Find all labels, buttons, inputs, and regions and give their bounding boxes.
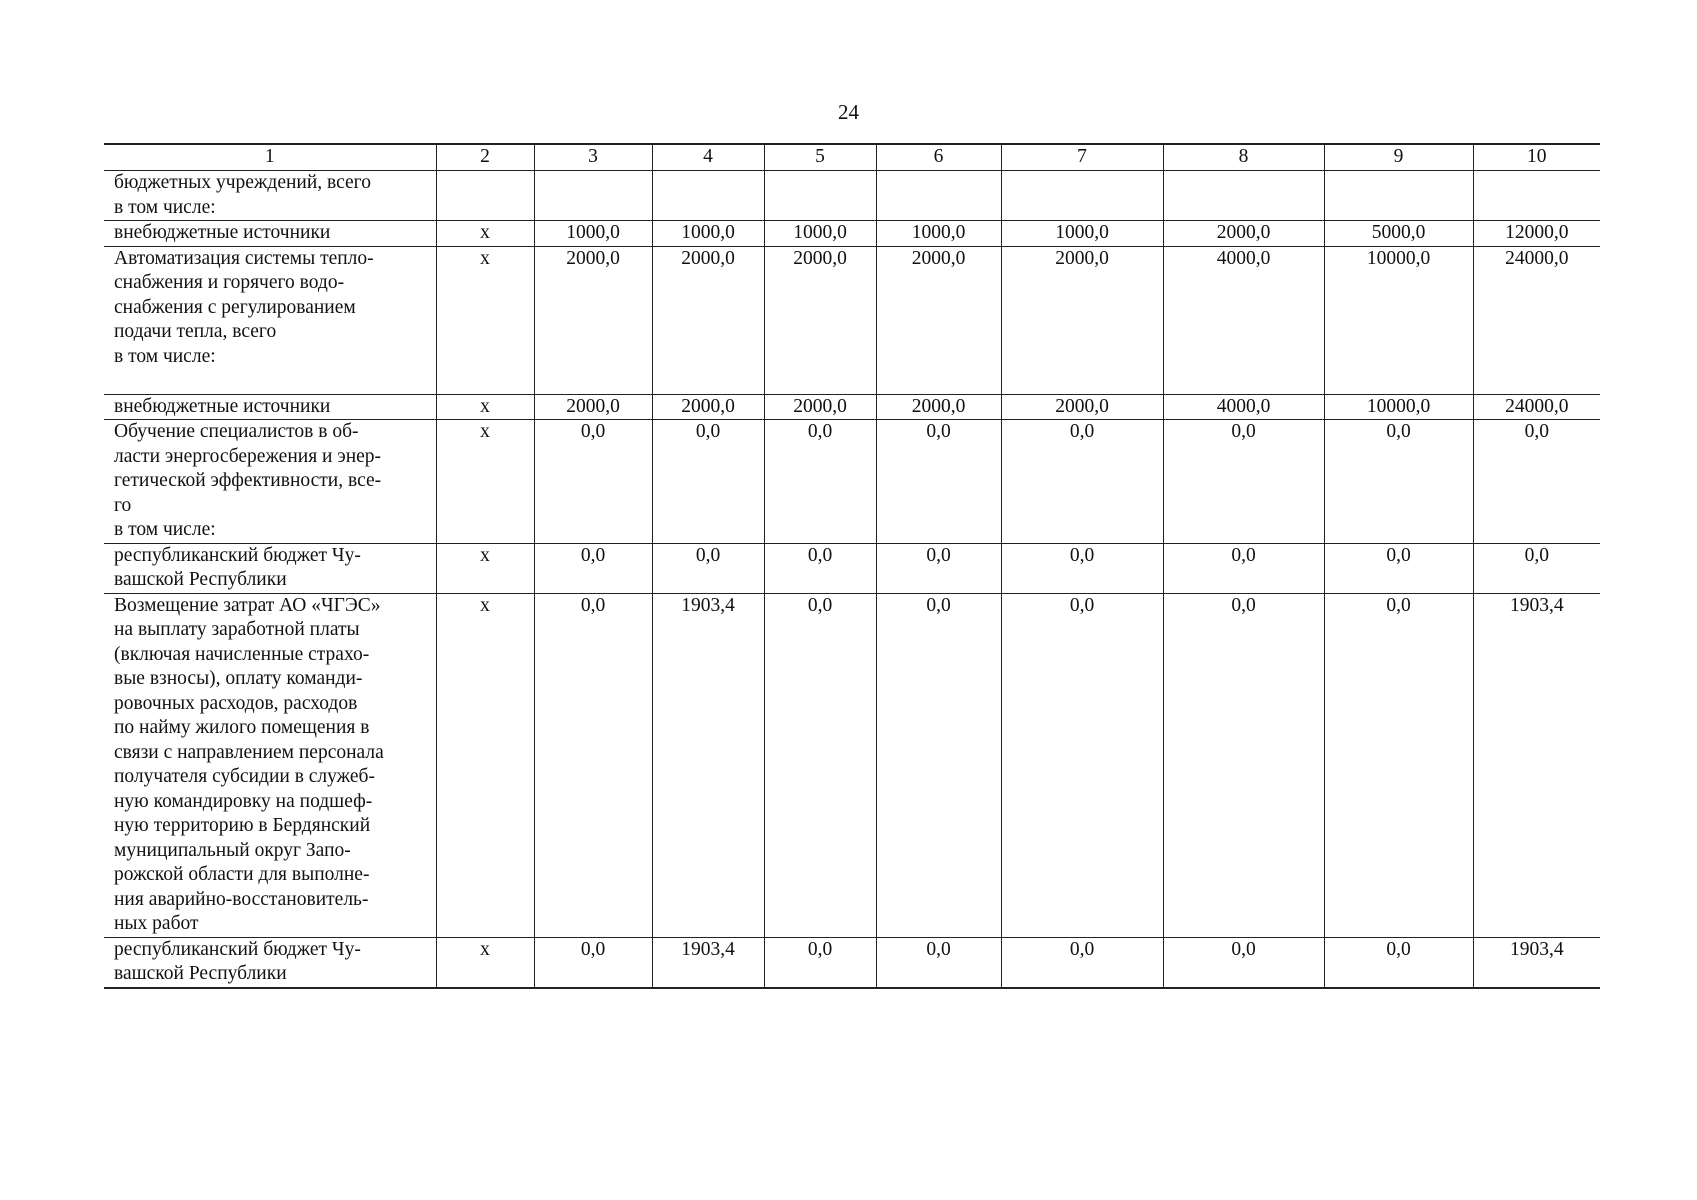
row-description — [104, 394, 436, 420]
description-line: снабжения и горячего водо- — [114, 272, 345, 293]
table-row — [104, 221, 1600, 247]
value-cell: 0,0 — [1163, 593, 1324, 937]
value-cell: 0,0 — [1324, 593, 1473, 937]
value-cell: 2000,0 — [652, 246, 764, 394]
value-cell: 5000,0 — [1324, 221, 1473, 247]
description-line: получателя субсидии в служеб- — [114, 766, 375, 787]
value-cell: 2000,0 — [764, 246, 876, 394]
description-line: на выплату заработной платы — [114, 619, 360, 640]
value-cell: 4000,0 — [1163, 246, 1324, 394]
value-cell — [876, 171, 1001, 221]
value-cell: 1000,0 — [652, 221, 764, 247]
table-row — [104, 593, 1600, 937]
value-cell: 0,0 — [1324, 420, 1473, 544]
value-cell: 24000,0 — [1473, 246, 1600, 394]
description-line: внебюджетные источники — [114, 395, 331, 417]
value-cell: х — [436, 420, 534, 544]
row-description — [104, 543, 436, 593]
value-cell: 1903,4 — [1473, 937, 1600, 988]
value-cell: 1903,4 — [652, 593, 764, 937]
value-cell: 2000,0 — [1163, 221, 1324, 247]
value-cell: 0,0 — [1163, 937, 1324, 988]
value-cell: 0,0 — [652, 420, 764, 544]
value-cell: 2000,0 — [876, 246, 1001, 394]
value-cell: 0,0 — [1001, 593, 1163, 937]
value-cell — [1324, 171, 1473, 221]
value-cell: 0,0 — [764, 593, 876, 937]
value-cell: 24000,0 — [1473, 394, 1600, 420]
header-cell: 9 — [1324, 144, 1473, 171]
description-line: Обучение специалистов в об- — [114, 421, 359, 442]
description-line: подачи тепла, всего — [114, 321, 277, 342]
value-cell: 2000,0 — [534, 246, 652, 394]
description-line: ную территорию в Бердянский — [114, 815, 371, 836]
description-line: бюджетных учреждений, всего — [114, 172, 371, 193]
value-cell — [1473, 171, 1600, 221]
description-line: в том числе: — [114, 519, 216, 540]
value-cell: 4000,0 — [1163, 394, 1324, 420]
description-line: вашской Республики — [114, 963, 287, 984]
value-cell: 1000,0 — [876, 221, 1001, 247]
description-line: снабжения с регулированием — [114, 296, 356, 318]
header-cell: 4 — [652, 144, 764, 171]
description-line: в том числе: — [114, 196, 216, 218]
value-cell: 0,0 — [1001, 543, 1163, 593]
description-line: муниципальный округ Запо- — [114, 839, 351, 861]
value-cell — [652, 171, 764, 221]
row-description — [104, 171, 436, 221]
table-row — [104, 543, 1600, 593]
value-cell: 1000,0 — [764, 221, 876, 247]
value-cell: х — [436, 937, 534, 988]
description-line: внебюджетные источники — [114, 222, 331, 243]
value-cell: 12000,0 — [1473, 221, 1600, 247]
budget-table — [104, 143, 1600, 989]
value-cell: 0,0 — [1001, 420, 1163, 544]
row-description — [104, 420, 436, 544]
value-cell: 2000,0 — [764, 394, 876, 420]
value-cell: 1000,0 — [534, 221, 652, 247]
value-cell: 1903,4 — [1473, 593, 1600, 937]
value-cell: 2000,0 — [876, 394, 1001, 420]
value-cell: 1000,0 — [1001, 221, 1163, 247]
value-cell — [764, 171, 876, 221]
description-line: республиканский бюджет Чу- — [114, 544, 361, 566]
description-line: вые взносы), оплату команди- — [114, 668, 363, 689]
description-line — [114, 369, 426, 394]
value-cell: х — [436, 246, 534, 394]
description-line: вашской Республики — [114, 569, 287, 590]
value-cell: 0,0 — [1163, 420, 1324, 544]
description-line: Автоматизация системы тепло- — [114, 247, 374, 269]
value-cell: 0,0 — [1324, 543, 1473, 593]
value-cell: 0,0 — [764, 420, 876, 544]
header-row — [104, 144, 1600, 171]
value-cell — [534, 171, 652, 221]
value-cell — [1001, 171, 1163, 221]
description-line: ровочных расходов, расходов — [114, 692, 358, 714]
value-cell: 10000,0 — [1324, 394, 1473, 420]
header-cell: 6 — [876, 144, 1001, 171]
value-cell: 0,0 — [876, 593, 1001, 937]
value-cell: х — [436, 394, 534, 420]
value-cell: 0,0 — [764, 937, 876, 988]
description-line: в том числе: — [114, 345, 216, 367]
description-line: рожской области для выполне- — [114, 864, 370, 885]
value-cell: 0,0 — [1001, 937, 1163, 988]
description-line: республиканский бюджет Чу- — [114, 938, 361, 960]
value-cell: 0,0 — [534, 937, 652, 988]
description-line: ную командировку на подшеф- — [114, 790, 373, 812]
value-cell: 0,0 — [652, 543, 764, 593]
description-line: го — [114, 494, 132, 516]
table-row — [104, 171, 1600, 221]
header-cell: 5 — [764, 144, 876, 171]
page-number: 24 — [838, 100, 859, 124]
value-cell — [1163, 171, 1324, 221]
description-line: связи с направлением персонала — [114, 741, 384, 763]
value-cell: 10000,0 — [1324, 246, 1473, 394]
value-cell: 0,0 — [1324, 937, 1473, 988]
value-cell: х — [436, 543, 534, 593]
value-cell: 0,0 — [534, 543, 652, 593]
description-line: (включая начисленные страхо- — [114, 643, 370, 665]
value-cell: 1903,4 — [652, 937, 764, 988]
description-line: Возмещение затрат АО «ЧГЭС» — [114, 594, 381, 616]
table-body — [104, 144, 1600, 988]
value-cell: 0,0 — [534, 420, 652, 544]
row-description — [104, 593, 436, 937]
row-description — [104, 246, 436, 394]
description-line: по найму жилого помещения в — [114, 717, 370, 738]
value-cell: 0,0 — [764, 543, 876, 593]
description-line: ных работ — [114, 913, 199, 934]
header-cell: 3 — [534, 144, 652, 171]
value-cell: 0,0 — [534, 593, 652, 937]
value-cell: 2000,0 — [534, 394, 652, 420]
value-cell: 0,0 — [876, 543, 1001, 593]
description-line: ния аварийно-восстановитель- — [114, 888, 369, 910]
row-description — [104, 937, 436, 988]
table-row — [104, 394, 1600, 420]
description-line: гетической эффективности, все- — [114, 470, 382, 491]
value-cell: 0,0 — [1473, 420, 1600, 544]
value-cell: 0,0 — [1163, 543, 1324, 593]
header-cell: 10 — [1473, 144, 1600, 171]
header-cell: 1 — [104, 144, 436, 171]
value-cell: х — [436, 221, 534, 247]
value-cell: 0,0 — [876, 937, 1001, 988]
description-line: ласти энергосбережения и энер- — [114, 445, 382, 467]
value-cell: х — [436, 593, 534, 937]
value-cell: 2000,0 — [1001, 246, 1163, 394]
header-cell: 7 — [1001, 144, 1163, 171]
value-cell: 2000,0 — [1001, 394, 1163, 420]
table-row — [104, 420, 1600, 544]
row-description — [104, 221, 436, 247]
value-cell: 0,0 — [876, 420, 1001, 544]
table-row — [104, 246, 1600, 394]
value-cell: 0,0 — [1473, 543, 1600, 593]
header-cell: 8 — [1163, 144, 1324, 171]
value-cell: 2000,0 — [652, 394, 764, 420]
value-cell — [436, 171, 534, 221]
table-row — [104, 937, 1600, 988]
header-cell: 2 — [436, 144, 534, 171]
